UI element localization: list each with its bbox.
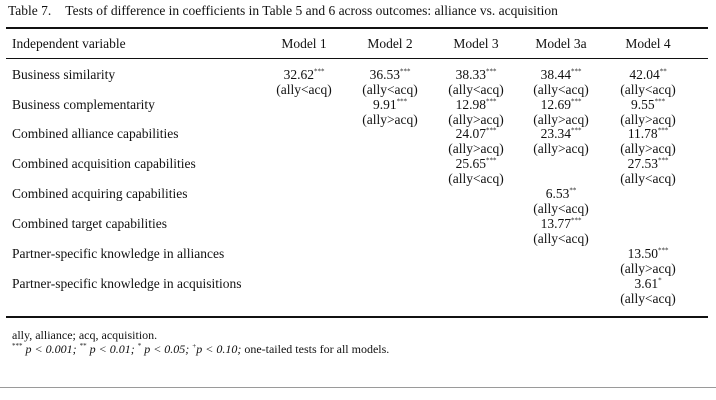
- footnote-significance: *** p < 0.001; ** p < 0.01; * p < 0.05; +p < 0.10; one-tailed tests for all models.: [12, 342, 390, 356]
- table-cell: [603, 67, 693, 97]
- difference-value: 38.33: [455, 67, 486, 82]
- direction-label: (ally>acq): [362, 112, 418, 127]
- table-cell: [603, 126, 693, 156]
- coefficient-difference: [541, 216, 582, 231]
- header-model-3: Model 3: [453, 36, 499, 51]
- coefficient-difference: [541, 126, 582, 141]
- table-title: Tests of difference in coefficients in Table 5 and 6 across outcomes: alliance vs. acquisition: [65, 3, 558, 18]
- coefficient-difference: [628, 156, 669, 171]
- row-label: Combined alliance capabilities: [12, 126, 179, 141]
- difference-value: 9.91: [372, 97, 397, 112]
- table-caption: [8, 3, 558, 19]
- direction-label: (ally<acq): [448, 171, 504, 186]
- footnote-abbreviations: ally, alliance; acq, acquisition.: [12, 328, 158, 342]
- direction-label: (ally<acq): [620, 171, 676, 186]
- difference-value: 25.65: [455, 156, 486, 171]
- table-cell: [345, 67, 435, 97]
- direction-label: (ally<acq): [276, 82, 332, 97]
- difference-value: 13.50: [627, 246, 658, 261]
- significance-mark: **: [569, 186, 577, 195]
- significance-mark: ***: [654, 97, 666, 106]
- direction-label: (ally<acq): [362, 82, 418, 97]
- difference-value: 38.44: [540, 67, 571, 82]
- significance-mark: ***: [313, 67, 325, 76]
- table-cell: [516, 126, 606, 156]
- direction-label: (ally<acq): [533, 201, 589, 216]
- significance-mark: ***: [657, 156, 669, 165]
- difference-value: 13.77: [540, 216, 571, 231]
- coefficient-difference: [541, 67, 582, 82]
- row-label: Business complementarity: [12, 97, 155, 112]
- header-independent-variable: Independent variable: [12, 36, 126, 51]
- significance-mark: ***: [657, 126, 669, 135]
- table-cell: [431, 67, 521, 97]
- coefficient-difference: [631, 97, 665, 112]
- coefficient-difference: [456, 67, 497, 82]
- table-cell: [431, 97, 521, 127]
- row-label: Combined acquisition capabilities: [12, 156, 196, 171]
- significance-mark: ***: [657, 246, 669, 255]
- row-label: Combined acquiring capabilities: [12, 186, 188, 201]
- significance-mark: ***: [485, 126, 497, 135]
- significance-mark: ***: [570, 126, 582, 135]
- header-model-2: Model 2: [367, 36, 413, 51]
- difference-value: 3.61: [634, 276, 659, 291]
- coefficient-difference: [373, 97, 407, 112]
- row-label: Partner-specific knowledge in alliances: [12, 246, 225, 261]
- difference-value: 24.07: [455, 126, 486, 141]
- table-cell: [345, 97, 435, 127]
- coefficient-difference: [284, 67, 325, 82]
- difference-value: 11.78: [627, 126, 658, 141]
- coefficient-difference: [541, 97, 582, 112]
- significance-mark: ***: [396, 97, 408, 106]
- significance-mark: ***: [485, 97, 497, 106]
- significance-mark: **: [659, 67, 667, 76]
- page-separator: [0, 387, 716, 388]
- table-cell: [603, 156, 693, 186]
- table-cell: [516, 186, 606, 216]
- coefficient-difference: [628, 126, 668, 141]
- difference-value: 36.53: [369, 67, 400, 82]
- difference-value: 23.34: [540, 126, 571, 141]
- difference-value: 9.55: [630, 97, 655, 112]
- header-rule: [6, 58, 708, 59]
- significance-mark: *: [658, 276, 662, 285]
- direction-label: (ally<acq): [620, 82, 676, 97]
- difference-value: 32.62: [283, 67, 314, 82]
- significance-mark: ***: [570, 67, 582, 76]
- table-cell: [603, 276, 693, 306]
- coefficient-difference: [456, 97, 497, 112]
- direction-label: (ally>acq): [448, 141, 504, 156]
- coefficient-difference: [370, 67, 411, 82]
- table-cell: [431, 126, 521, 156]
- table-cell: [516, 97, 606, 127]
- difference-value: 12.69: [540, 97, 571, 112]
- table-cell: [516, 216, 606, 246]
- direction-label: (ally>acq): [533, 141, 589, 156]
- coefficient-difference: [628, 246, 669, 261]
- direction-label: (ally>acq): [448, 112, 504, 127]
- row-label: Partner-specific knowledge in acquisitions: [12, 276, 242, 291]
- difference-value: 27.53: [627, 156, 658, 171]
- significance-mark: ***: [570, 97, 582, 106]
- table-cell: [603, 97, 693, 127]
- header-model-4: Model 4: [625, 36, 671, 51]
- significance-mark: ***: [485, 67, 497, 76]
- header-model-1: Model 1: [281, 36, 327, 51]
- table-number: Table 7.: [8, 3, 52, 18]
- table-cell: [431, 156, 521, 186]
- coefficient-difference: [634, 276, 661, 291]
- difference-value: 6.53: [545, 186, 570, 201]
- significance-mark: ***: [485, 156, 497, 165]
- coefficient-difference: [456, 126, 497, 141]
- direction-label: (ally>acq): [620, 261, 676, 276]
- difference-value: 12.98: [455, 97, 486, 112]
- bottom-rule: [6, 316, 708, 318]
- header-model-3a: Model 3a: [535, 36, 587, 51]
- direction-label: (ally<acq): [620, 291, 676, 306]
- coefficient-difference: [629, 67, 666, 82]
- direction-label: (ally>acq): [620, 112, 676, 127]
- significance-mark: ***: [399, 67, 411, 76]
- top-rule: [6, 27, 708, 29]
- table-cell: [259, 67, 349, 97]
- direction-label: (ally<acq): [533, 231, 589, 246]
- significance-mark: ***: [570, 216, 582, 225]
- table-cell: [516, 67, 606, 97]
- row-label: Combined target capabilities: [12, 216, 167, 231]
- coefficient-difference: [546, 186, 577, 201]
- row-label: Business similarity: [12, 67, 116, 82]
- direction-label: (ally<acq): [448, 82, 504, 97]
- direction-label: (ally>acq): [620, 141, 676, 156]
- direction-label: (ally>acq): [533, 112, 589, 127]
- difference-value: 42.04: [629, 67, 660, 82]
- direction-label: (ally<acq): [533, 82, 589, 97]
- table-cell: [603, 246, 693, 276]
- coefficient-difference: [456, 156, 497, 171]
